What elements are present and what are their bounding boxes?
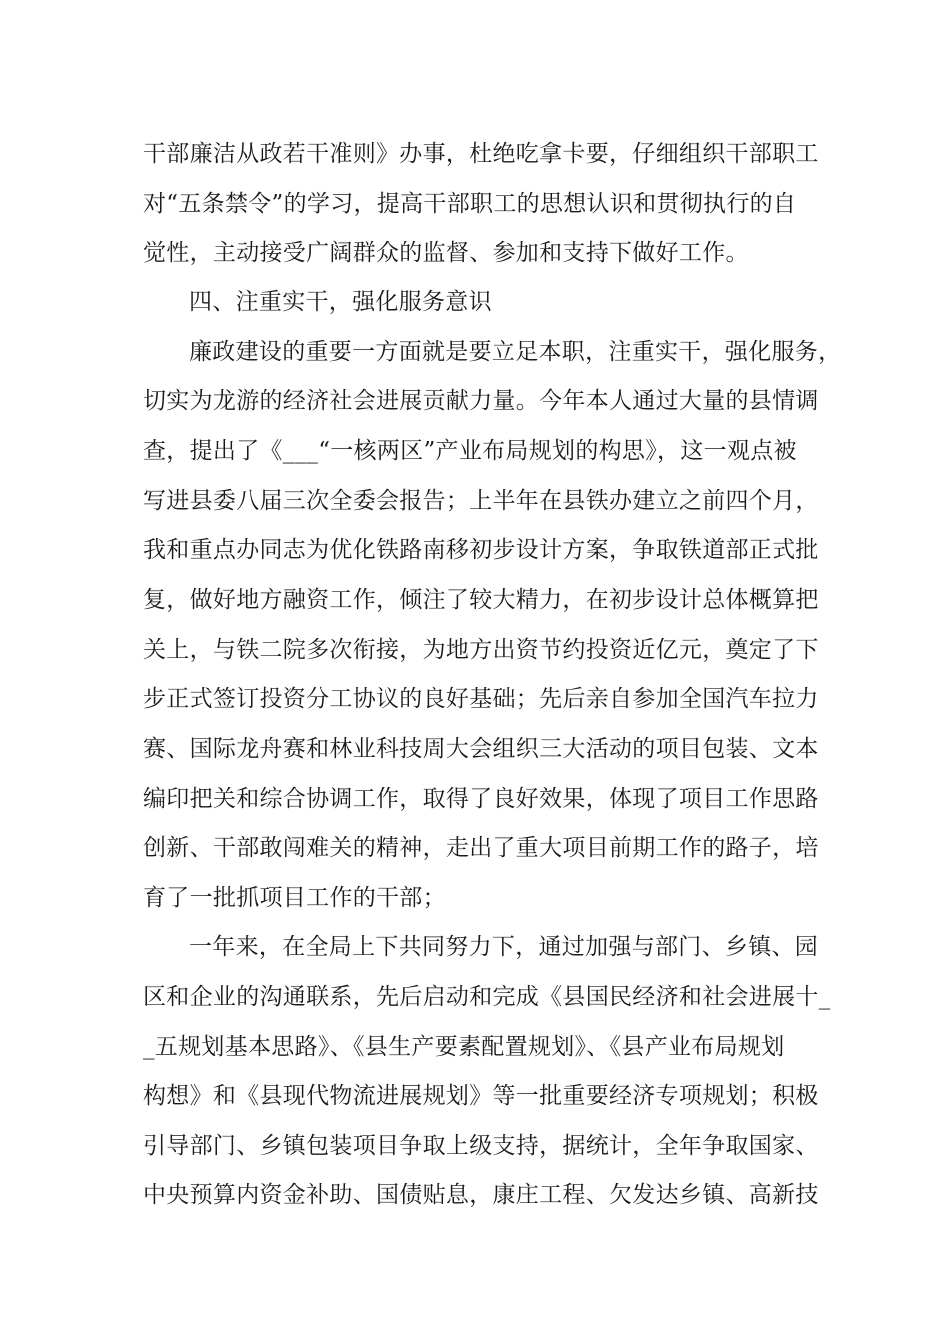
- paragraph-line: _五规划基本思路》、《县生产要素配置规划》、《县产业布局规划: [143, 1034, 785, 1060]
- paragraph-line: 引导部门、乡镇包装项目争取上级支持，据统计，全年争取国家、: [143, 1133, 819, 1159]
- paragraph-line: 构想》和《县现代物流进展规划》等一批重要经济专项规划；积极: [143, 1083, 819, 1109]
- paragraph-line: 觉性，主动接受广阔群众的监督、参加和支持下做好工作。: [143, 240, 749, 266]
- paragraph-line: 关上，与铁二院多次衔接，为地方出资节约投资近亿元，奠定了下: [143, 637, 819, 663]
- paragraph-line: 育了一批抓项目工作的干部；: [143, 885, 446, 911]
- paragraph-line: 一年来，在全局上下共同努力下，通过加强与部门、乡镇、园: [189, 934, 819, 960]
- paragraph-line: 区和企业的沟通联系，先后启动和完成《县国民经济和社会进展十_: [143, 984, 831, 1010]
- paragraph-line: 中央预算内资金补助、国债贴息，康庄工程、欠发达乡镇、高新技: [143, 1182, 819, 1208]
- paragraph-line: 切实为龙游的经济社会进展贡献力量。今年本人通过大量的县情调: [143, 388, 819, 414]
- paragraph-line: 赛、国际龙舟赛和林业科技周大会组织三大活动的项目包装、文本: [143, 736, 819, 762]
- paragraph-line: 步正式签订投资分工协议的良好基础；先后亲自参加全国汽车拉力: [143, 686, 819, 712]
- paragraph-line: 廉政建设的重要一方面就是要立足本职，注重实干，强化服务，: [189, 339, 842, 365]
- paragraph-line: 我和重点办同志为优化铁路南移初步设计方案，争取铁道部正式批: [143, 537, 819, 563]
- paragraph-line: 编印把关和综合协调工作，取得了良好效果，体现了项目工作思路: [143, 786, 819, 812]
- paragraph-line: 对“五条禁令”的学习，提高干部职工的思想认识和贯彻执行的自: [143, 191, 797, 217]
- paragraph-line: 复，做好地方融资工作，倾注了较大精力，在初步设计总体概算把: [143, 587, 819, 613]
- paragraph-line: 干部廉洁从政若干准则》办事，杜绝吃拿卡要，仔细组织干部职工: [143, 141, 819, 167]
- paragraph-line: 查，提出了《___“一核两区”产业布局规划的构思》，这一观点被: [143, 438, 797, 464]
- section-heading: 四、注重实干，强化服务意识: [189, 289, 492, 315]
- paragraph-line: 创新、干部敢闯难关的精神，走出了重大项目前期工作的路子，培: [143, 835, 819, 861]
- paragraph-line: 写进县委八届三次全委会报告；上半年在县铁办建立之前四个月，: [143, 488, 819, 514]
